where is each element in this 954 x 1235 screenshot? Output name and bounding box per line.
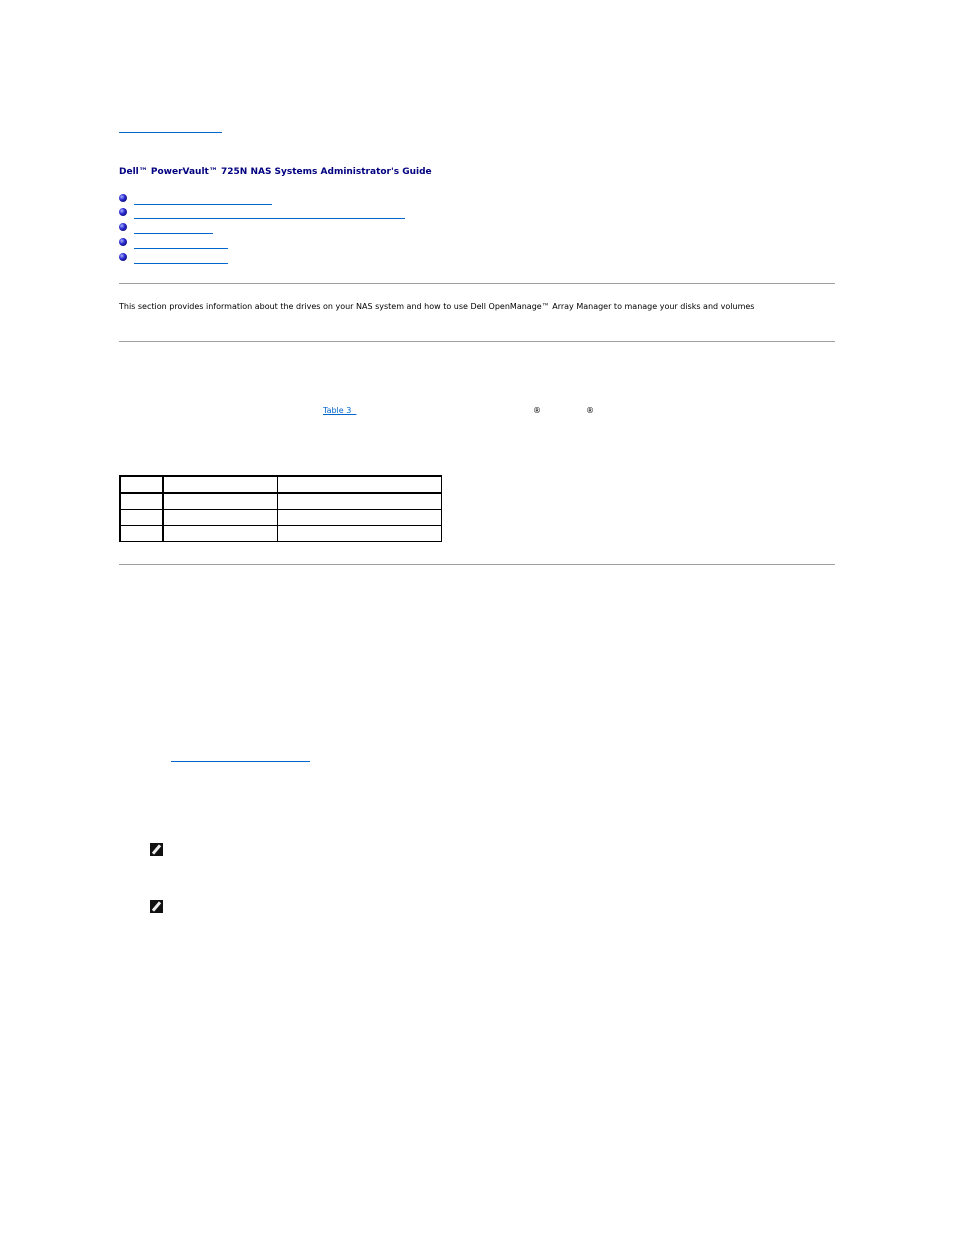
table-cell bbox=[120, 510, 163, 526]
toc-link-2[interactable] bbox=[134, 206, 405, 219]
intro-paragraph: This section provides information about the drives on your NAS system and how to use Dell OpenManage™ Array Manager to manage your disks and volumes bbox=[119, 302, 755, 311]
table-row bbox=[120, 510, 442, 526]
back-to-contents-link[interactable] bbox=[119, 120, 222, 133]
registered-mark: ® bbox=[533, 406, 541, 415]
table-cell bbox=[120, 476, 163, 493]
note-pencil-icon bbox=[150, 900, 163, 913]
bullet-icon bbox=[119, 238, 127, 246]
table-cell bbox=[163, 526, 278, 542]
table-cell bbox=[163, 476, 278, 493]
bullet-icon bbox=[119, 208, 127, 216]
bullet-icon bbox=[119, 223, 127, 231]
table-row bbox=[120, 526, 442, 542]
toc-link-5[interactable] bbox=[134, 251, 228, 264]
note-pencil-icon bbox=[150, 843, 163, 856]
table-cell bbox=[120, 493, 163, 510]
toc-link-3[interactable] bbox=[134, 221, 213, 234]
table-row bbox=[120, 493, 442, 510]
table-cell bbox=[278, 526, 442, 542]
table-header-row bbox=[120, 476, 442, 493]
table-cell bbox=[163, 493, 278, 510]
divider bbox=[119, 341, 835, 342]
table-cell bbox=[163, 510, 278, 526]
section-link[interactable] bbox=[171, 749, 310, 762]
table-cell bbox=[278, 493, 442, 510]
table-cell bbox=[278, 476, 442, 493]
toc-link-1[interactable] bbox=[134, 192, 272, 205]
bullet-icon bbox=[119, 253, 127, 261]
toc-link-4[interactable] bbox=[134, 236, 228, 249]
bullet-icon bbox=[119, 194, 127, 202]
table-3-link[interactable]: Table 3 bbox=[323, 406, 357, 415]
table-cell bbox=[120, 526, 163, 542]
divider bbox=[119, 564, 835, 565]
table-cell bbox=[278, 510, 442, 526]
drive-table bbox=[119, 475, 442, 542]
page-title: Dell™ PowerVault™ 725N NAS Systems Administrator's Guide bbox=[119, 167, 432, 177]
registered-mark: ® bbox=[586, 406, 594, 415]
divider bbox=[119, 283, 835, 284]
